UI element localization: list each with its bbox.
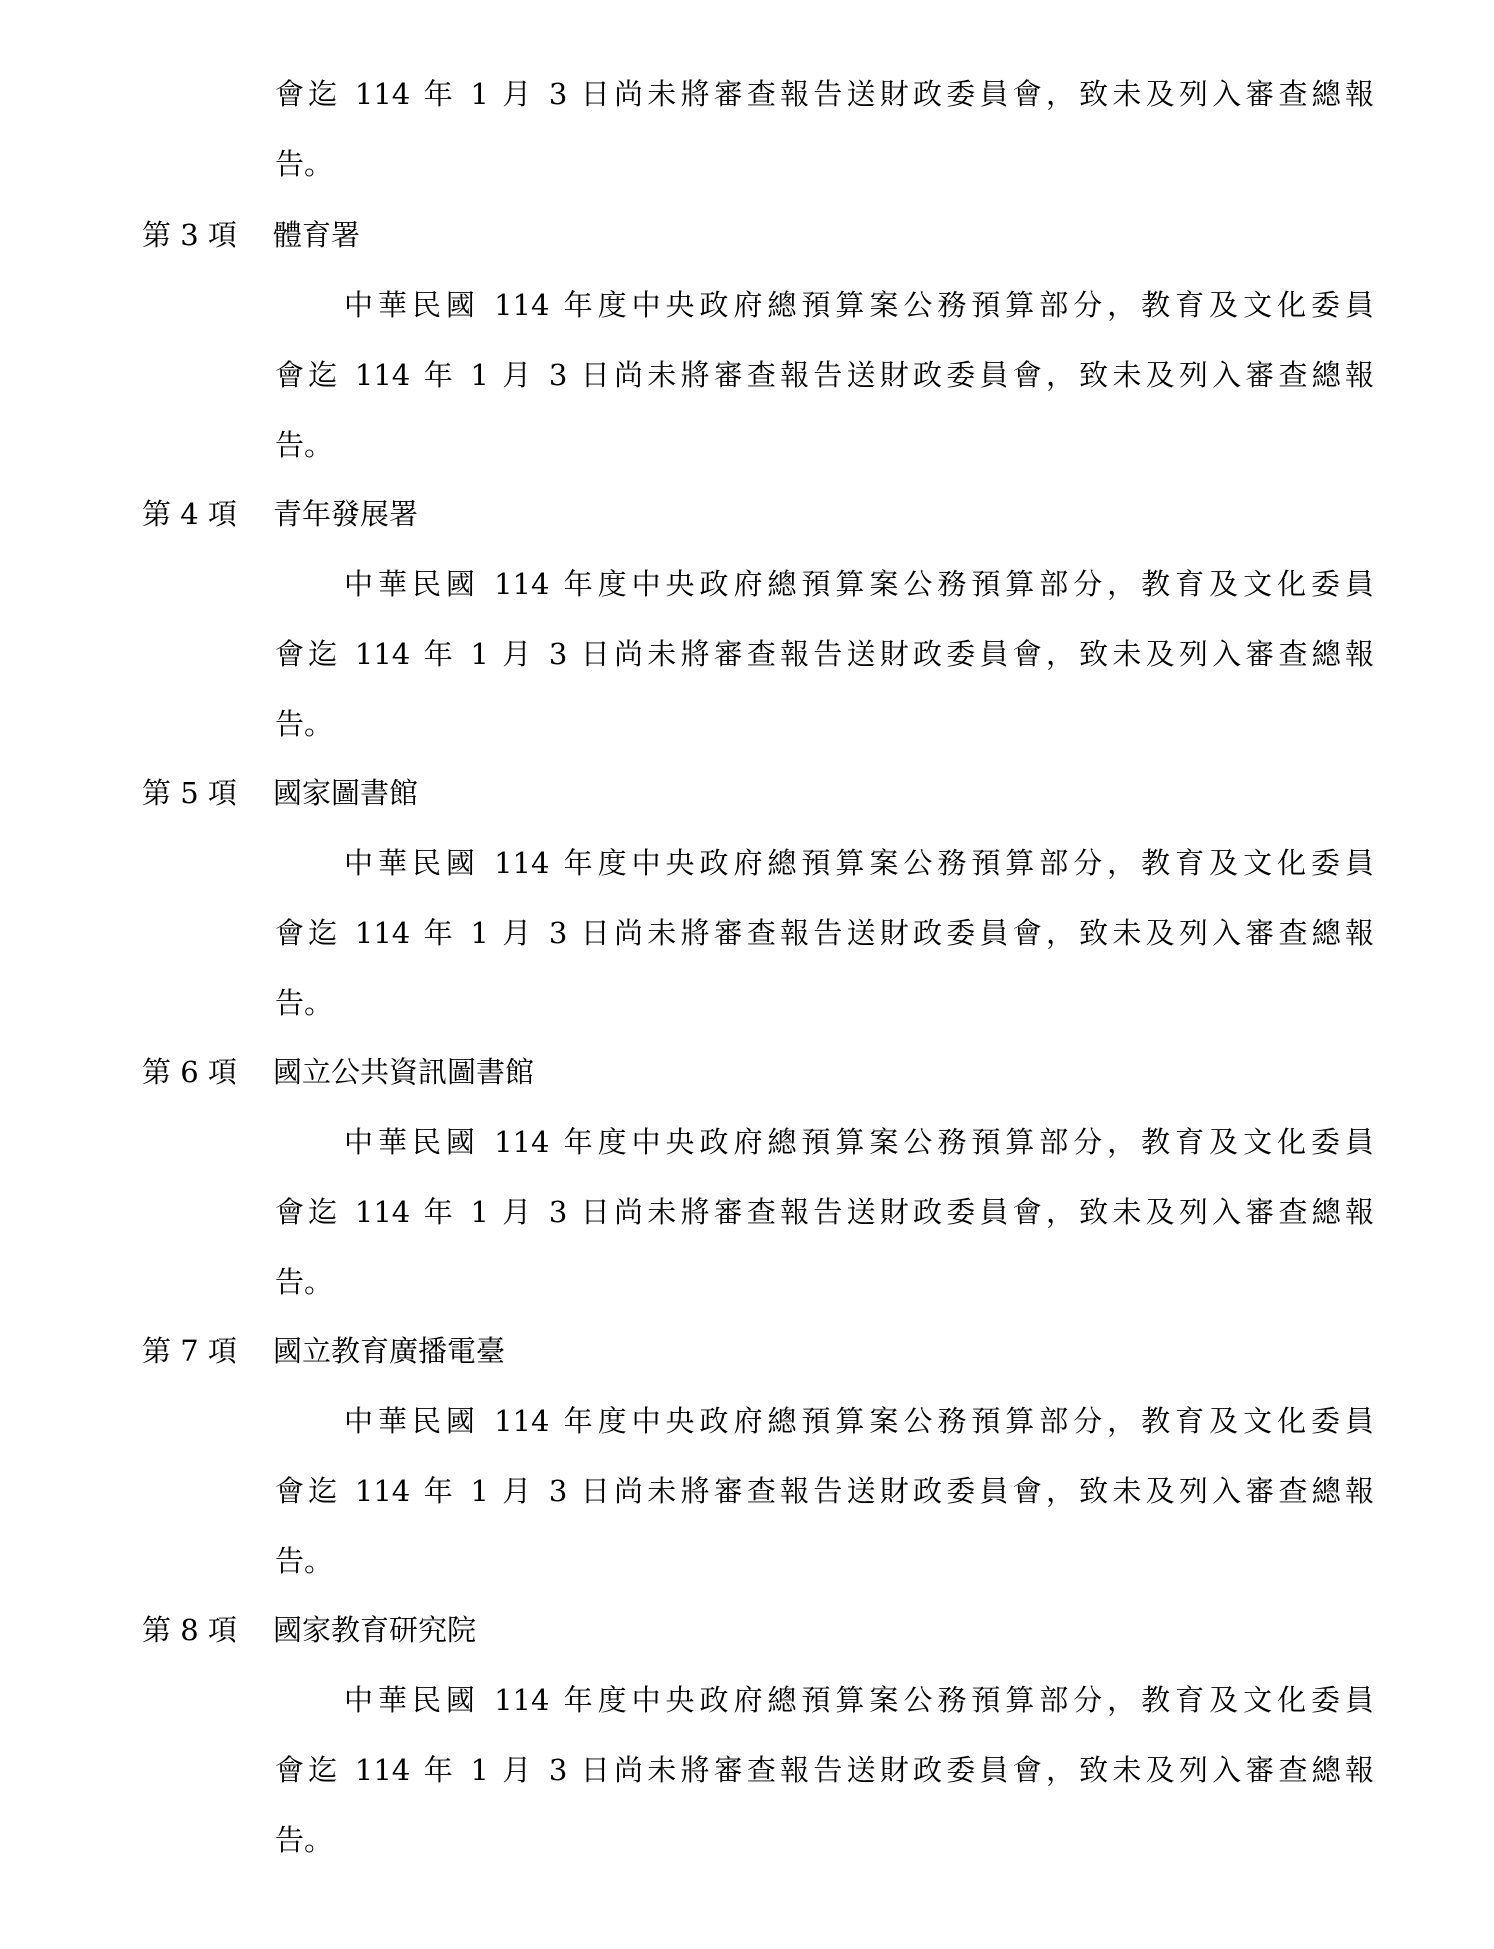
item-heading xyxy=(142,1052,534,1092)
item-paragraph-line-2: 會迄 114 年 1 月 3 日尚未將審查報告送財政委員會，致未及列入審查總報 xyxy=(275,1474,1374,1508)
item-heading xyxy=(142,1610,476,1650)
item-paragraph-line-2: 會迄 114 年 1 月 3 日尚未將審查報告送財政委員會，致未及列入審查總報 xyxy=(275,916,1374,950)
item-paragraph-line-1: 中華民國 114 年度中央政府總預算案公務預算部分，教育及文化委員 xyxy=(344,1683,1374,1717)
item-paragraph-line-2: 會迄 114 年 1 月 3 日尚未將審查報告送財政委員會，致未及列入審查總報 xyxy=(275,1753,1374,1787)
item-paragraph-line-3: 告。 xyxy=(275,1265,334,1299)
item-paragraph-line-3: 告。 xyxy=(275,428,334,462)
continued-paragraph-line: 會迄 114 年 1 月 3 日尚未將審查報告送財政委員會，致未及列入審查總報 xyxy=(275,77,1374,111)
item-number: 第 4 項 xyxy=(142,497,237,531)
item-number: 第 5 項 xyxy=(142,776,237,810)
item-title: 青年發展署 xyxy=(273,497,419,531)
item-paragraph-line-1: 中華民國 114 年度中央政府總預算案公務預算部分，教育及文化委員 xyxy=(344,288,1374,322)
item-title: 國家教育研究院 xyxy=(273,1613,477,1647)
item-heading xyxy=(142,1331,505,1371)
continued-paragraph-ending: 告。 xyxy=(275,147,334,181)
item-title: 國立教育廣播電臺 xyxy=(273,1334,506,1368)
item-paragraph-line-1: 中華民國 114 年度中央政府總預算案公務預算部分，教育及文化委員 xyxy=(344,567,1374,601)
item-heading xyxy=(142,773,418,813)
item-number: 第 8 項 xyxy=(142,1613,237,1647)
item-paragraph-line-2: 會迄 114 年 1 月 3 日尚未將審查報告送財政委員會，致未及列入審查總報 xyxy=(275,1195,1374,1229)
item-heading xyxy=(142,494,418,534)
item-paragraph-line-1: 中華民國 114 年度中央政府總預算案公務預算部分，教育及文化委員 xyxy=(344,1404,1374,1438)
item-paragraph-line-3: 告。 xyxy=(275,707,334,741)
item-paragraph-line-3: 告。 xyxy=(275,986,334,1020)
item-paragraph-line-2: 會迄 114 年 1 月 3 日尚未將審查報告送財政委員會，致未及列入審查總報 xyxy=(275,358,1374,392)
item-number: 第 7 項 xyxy=(142,1334,237,1368)
item-heading xyxy=(142,215,360,255)
item-title: 國家圖書館 xyxy=(273,776,419,810)
item-title: 體育署 xyxy=(273,218,361,252)
item-paragraph-line-2: 會迄 114 年 1 月 3 日尚未將審查報告送財政委員會，致未及列入審查總報 xyxy=(275,637,1374,671)
item-title: 國立公共資訊圖書館 xyxy=(273,1055,535,1089)
item-paragraph-line-1: 中華民國 114 年度中央政府總預算案公務預算部分，教育及文化委員 xyxy=(344,1125,1374,1159)
item-paragraph-line-1: 中華民國 114 年度中央政府總預算案公務預算部分，教育及文化委員 xyxy=(344,846,1374,880)
item-paragraph-line-3: 告。 xyxy=(275,1544,334,1578)
item-paragraph-line-3: 告。 xyxy=(275,1823,334,1857)
item-number: 第 6 項 xyxy=(142,1055,237,1089)
item-number: 第 3 項 xyxy=(142,218,237,252)
